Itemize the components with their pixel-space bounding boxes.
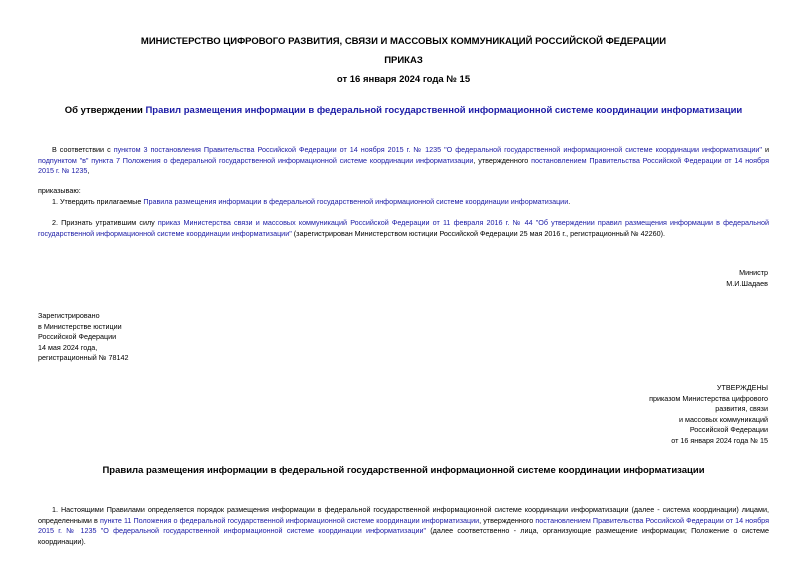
rules-paragraph-1 [38, 505, 769, 547]
preamble-link-3[interactable]: постановлением Правительства Российской Федерации от 14 ноября 2015 г. № 1235 [38, 155, 769, 176]
approved-line-6: от 16 января 2024 года № 15 [671, 435, 768, 445]
item2-text-2: (зарегистрирован Министерством юстиции Российской Федерации 25 мая 2016 г., регистрационный № 42260). [291, 228, 665, 238]
rules-p1-link-1[interactable]: пункте 11 Положения о федеральной государственной информационной системе координации информатизации [99, 515, 480, 525]
registration-line-4: 14 мая 2024 года, [38, 342, 98, 352]
approved-line-1: УТВЕРЖДЕНЫ [716, 383, 768, 392]
document-title-prefix: Об утверждении [64, 105, 146, 116]
preamble-link-2[interactable]: подпунктом "в" пункта 7 Положения о федеральной государственной информационной системе координации информатизации [38, 155, 474, 165]
rules-p1-text-1: 1. Настоящими Правилами определяется порядок размещения информации в федеральной государственной информационной системе координации информатизации (далее - система координации) лицами, определенными в [38, 505, 769, 525]
registration-line-3: Российской Федерации [38, 332, 117, 342]
doc-type-heading: ПРИКАЗ [384, 55, 423, 66]
preamble-paragraph [38, 145, 769, 177]
registration-line-5: регистрационный № 78142 [38, 353, 129, 363]
approved-line-2: приказом Министерства цифрового [649, 393, 768, 403]
rules-p1-text-2: , утвержденного [479, 515, 536, 525]
order-word: приказываю: [38, 186, 81, 195]
rules-p1-text-3: (далее соответственно - лица, организующие размещение информации; Положение о системе координации). [38, 526, 769, 546]
approved-block [548, 383, 768, 447]
rules-p1-link-2[interactable]: постановлением Правительства Российской Федерации от 14 ноября 2015 г. № 1235 "О федеральной государственной информационной системе координации информатизации" [38, 515, 769, 536]
item2-text-1: 2. Признать утратившим силу [52, 218, 158, 227]
approved-line-3: развития, связи [715, 404, 768, 414]
item1-text-1: 1. Утвердить прилагаемые [52, 197, 144, 206]
item1-link[interactable]: Правила размещения информации в федеральной государственной информационной системе координации информатизации [143, 197, 569, 206]
signature-name: М.И.Шадаев [726, 279, 768, 288]
ministry-heading: МИНИСТЕРСТВО ЦИФРОВОГО РАЗВИТИЯ, СВЯЗИ И МАССОВЫХ КОММУНИКАЦИЙ РОССИЙСКОЙ ФЕДЕРАЦИИ [140, 36, 667, 47]
document-title-link[interactable]: Правил размещения информации в федеральной государственной информационной системе координации информатизации [145, 105, 743, 116]
preamble-text-3: , утвержденного [473, 155, 532, 165]
preamble-link-1[interactable]: пунктом 3 постановления Правительства Российской Федерации от 14 ноября 2015 г. № 1235 "О федеральной государственной информационной системе координации информатизации" [113, 145, 762, 154]
registration-block [38, 311, 238, 364]
registration-line-1: Зарегистрировано [38, 311, 100, 320]
preamble-text-2: и [761, 145, 769, 154]
registration-line-2: в Министерстве юстиции [38, 321, 122, 331]
order-item-1 [38, 197, 769, 208]
rules-title: Правила размещения информации в федеральной государственной информационной системе координации информатизации [102, 465, 705, 476]
item2-link[interactable]: приказ Министерства связи и массовых коммуникаций Российской Федерации от 11 февраля 2016 г. № 44 "Об утверждении правил размещения информации в федеральной государственной информационной системе координации информатизации" [38, 218, 769, 238]
preamble-text-4: , [87, 166, 90, 176]
preamble-text-1: В соответствии с [52, 145, 114, 154]
item1-text-2: . [568, 197, 571, 206]
approved-line-5: Российской Федерации [689, 425, 768, 435]
order-item-2 [38, 218, 769, 239]
approved-line-4: и массовых коммуникаций [678, 414, 768, 424]
document-title [0, 105, 807, 116]
signature-position: Министр [739, 268, 768, 277]
doc-date-number: от 16 января 2024 года № 15 [336, 74, 471, 85]
